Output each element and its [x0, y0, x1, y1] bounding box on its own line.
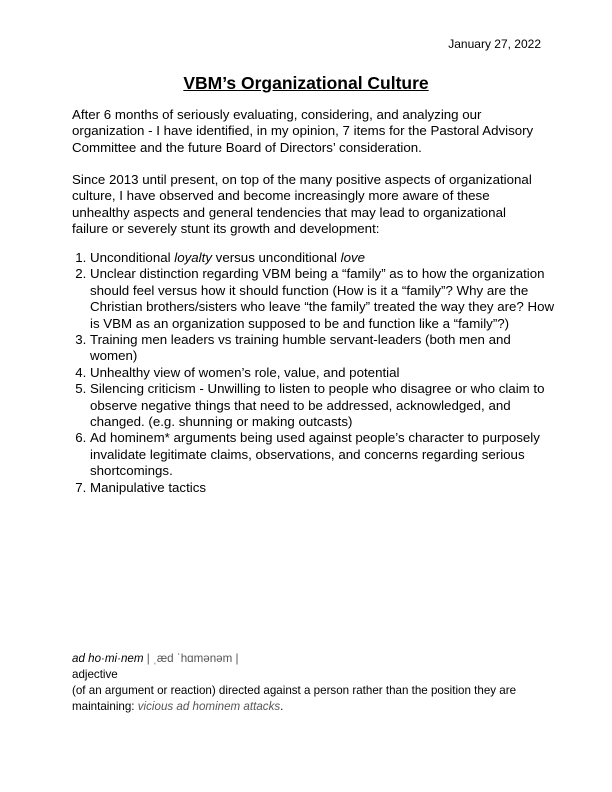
list-item: 6. Ad hominem* arguments being used against people’s character to purposely invalidate legitimate claims, observations, and concerns regarding serious shortcomings.: [90, 430, 560, 479]
intro-paragraph: After 6 months of seriously evaluating, considering, and analyzing our organization - I have identified, in my opinion, 7 items for the Pastoral Advisory Committee and the future Board of Directors’ consideration.: [72, 107, 534, 155]
issue-list: [72, 250, 560, 496]
list-item-text: Unconditional: [90, 250, 175, 265]
definition-end: .: [280, 700, 284, 713]
definition-meaning-line: [72, 683, 542, 715]
list-item: 4. Unhealthy view of women’s role, value, and potential: [90, 365, 560, 381]
list-item-text: versus unconditional: [211, 250, 341, 265]
document-date: January 27, 2022: [448, 37, 541, 51]
list-item: [90, 250, 560, 266]
definition-meaning: (of an argument or reaction) directed against a person rather than the position they are maintaining:: [72, 684, 517, 713]
definition-example: vicious ad hominem attacks: [137, 700, 281, 713]
definition-pronunciation: | ˌæd ˈhɑmənəm |: [146, 652, 239, 665]
footnote-definition: [72, 651, 542, 715]
list-item: 7. Manipulative tactics: [90, 480, 560, 496]
list-item: 2. Unclear distinction regarding VBM being a “family” as to how the organization should feel versus how it should function (How is it a “family”? Why are the Christian brothers/sisters who leave “the family” treated the way they are? How is VBM as an organization supposed to be and function like a “family”?): [90, 266, 560, 332]
document-title: VBM’s Organizational Culture: [183, 73, 429, 93]
emphasis-love: love: [340, 250, 366, 265]
definition-part-of-speech: adjective: [72, 668, 118, 681]
list-item: 3. Training men leaders vs training humble servant-leaders (both men and women): [90, 332, 560, 365]
emphasis-loyalty: loyalty: [174, 250, 212, 265]
definition-headword-line: [72, 651, 542, 667]
context-paragraph: Since 2013 until present, on top of the many positive aspects of organizational culture, I have observed and become increasingly more aware of these unhealthy aspects and general tendencies that may lead to organizational failure or severely stunt its growth and development:: [72, 172, 532, 237]
definition-word: ad ho·mi·nem: [72, 652, 144, 665]
list-item: 5. Silencing criticism - Unwilling to listen to people who disagree or who claim to observe negative things that need to be addressed, acknowledged, and changed. (e.g. shunning or making outcasts): [90, 381, 560, 430]
